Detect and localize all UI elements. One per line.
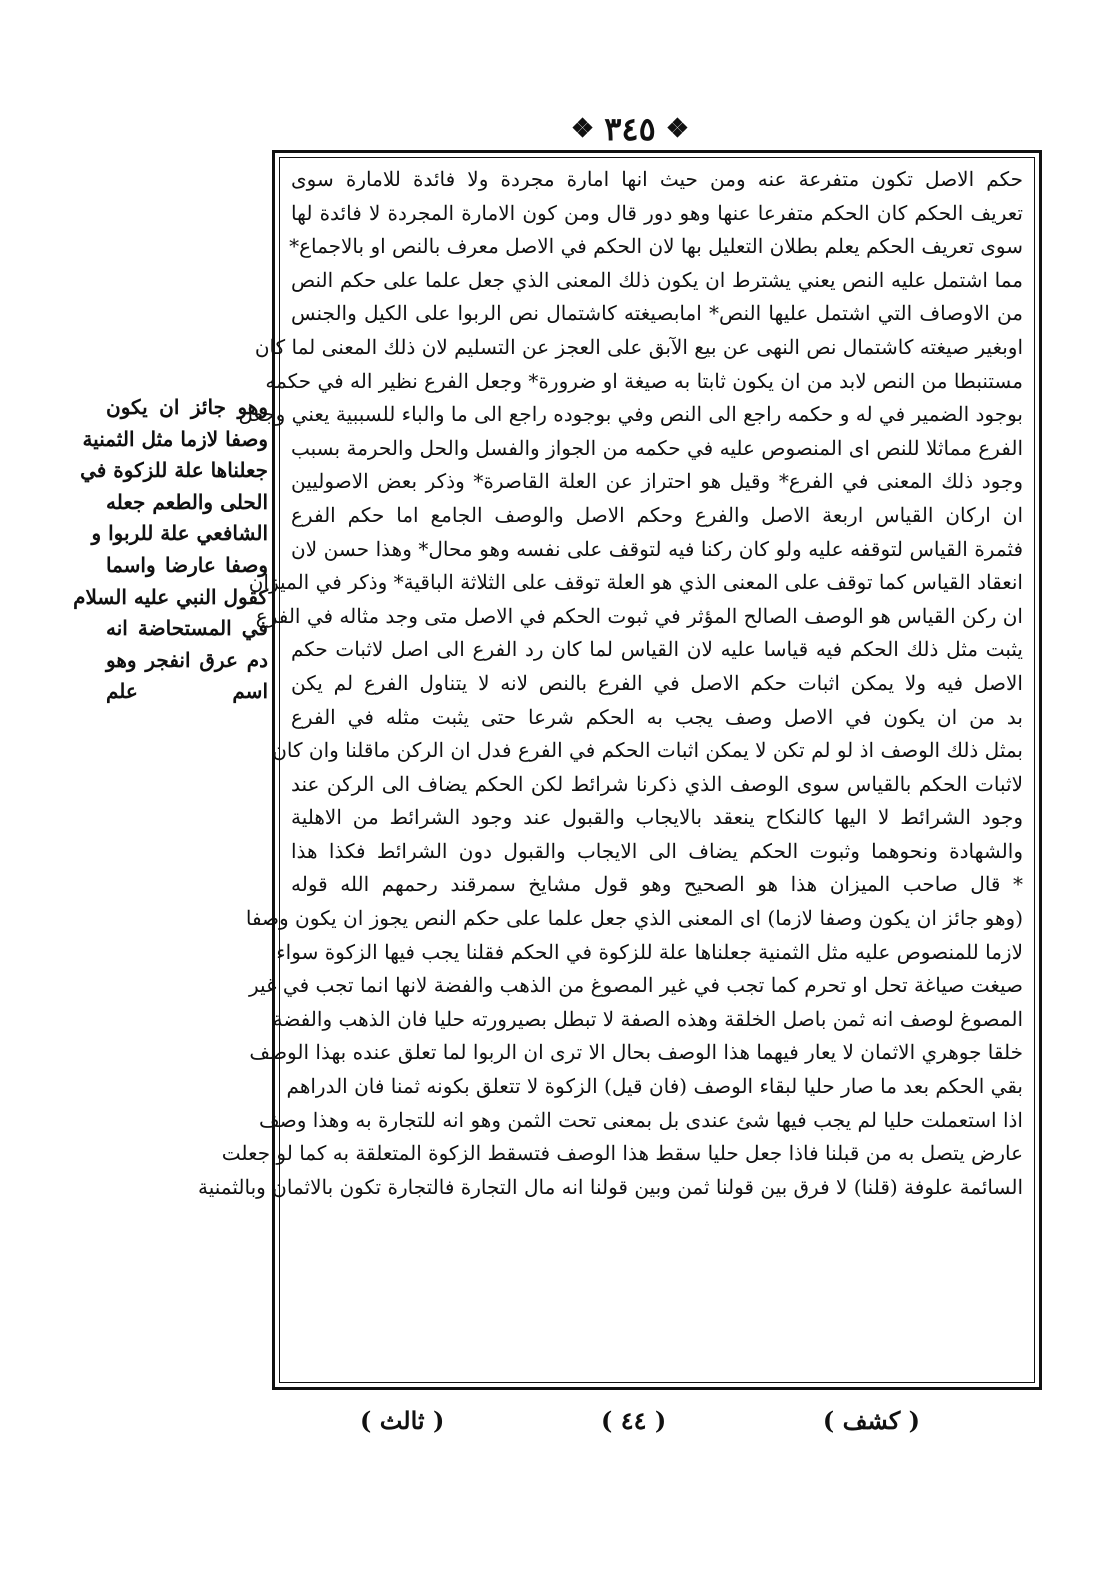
text-line: المصوغ لوصف انه ثمن باصل الخلقة وهذه الصفة لا تبطل بصيرورته حليا فان الذهب والفضة [272,1006,1023,1031]
margin-line: جعلناها علة للزكوة في [80,458,268,483]
page-header [560,104,700,154]
text-line: لاثبات الحكم بالقياس سوى الوصف الذي ذكرنا شرائط لكن الحكم يضاف الى الركن عند [291,771,1023,796]
margin-line: وصفا لازما مثل الثمنية [82,426,268,451]
text-line: سوى تعريف الحكم يعلم بطلان التعليل بها لان الحكم في الاصل معرف بالنص او بالاجماع* [289,234,1023,259]
footer-volume-label: ( ثالث ) [360,1405,445,1435]
margin-line: وصفا عارضا واسما [106,552,268,577]
text-line: والشهادة ونحوهما وثبوت الحكم يضاف الى الايجاب والقبول دون الشرائط فكذا هذا [291,838,1023,863]
ornament-icon: ❖ [665,114,690,144]
text-line: فثمرة القياس لتوقفه عليه ولو كان ركنا فيه لتوقف على نفسه وهو محال* وهذا حسن لان [291,536,1023,561]
margin-line: الحلى والطعم جعله [106,489,268,514]
margin-line: وهو جائز ان يكون [106,395,268,419]
text-line: الاصل فيه ولا يمكن اثبات حكم الاصل في الفرع بالنص لانه لا يتناول الفرع لم يكن [291,670,1023,695]
footer-book-label: ( كشف ) [822,1405,920,1435]
text-line: حكم الاصل تكون متفرعة عنه ومن حيث انها امارة مجردة ولا فائدة للامارة سوى [291,167,1023,191]
text-line: بمثل ذلك الوصف اذ لو لم تكن لا يمكن اثبات الحكم في الفرع فدل ان الركن ماقلنا وان كان [272,738,1023,763]
text-line: ان ركن القياس هو الوصف الصالح المؤثر في ثبوت الحكم في الاصل متى وجد مثاله في الفرع [255,603,1023,628]
text-line: اذا استعملت حليا لم يجب فيها شئ عندى بل بمعنى تحت الثمن وهو انه للتجارة به وهذا وصف [259,1107,1023,1132]
text-line: عارض يتصل به من قبلنا فاذا جعل حليا سقط هذا الوصف فتسقط الزكوة المتعلقة به كما لو جعلت [221,1141,1023,1166]
margin-line: الشافعي علة للربوا و [91,521,268,546]
margin-line: كقول النبي عليه السلام [73,584,268,609]
text-line: وجود الشرائط لا اليها كالنكاح ينعقد بالايجاب والقبول عند وجود الشرائط من الاهلية [291,805,1023,830]
text-line: (وهو جائز ان يكون وصفا لازما) اى المعنى الذي جعل علما على حكم النص يجوز ان يكون وصفا [245,906,1023,931]
margin-note [73,392,268,708]
text-line: ان اركان القياس اربعة الاصل والفرع وحكم الاصل والوصف الجامع اما حكم الفرع [291,502,1023,527]
text-line: بوجود الضمير في له و حكمه راجع الى النص وفي بوجوده راجع الى ما والباء للسببية يعني وجعل [238,402,1023,427]
text-line: السائمة علوفة (قلنا) لا فرق بين قولنا ثمن وبين قولنا انه مال التجارة فالتجارة تكون بالاثمان وبالثمنية [198,1174,1023,1199]
page-footer [360,1398,920,1442]
text-line: صيغت صياغة تحل او تحرم كما تجب في غير المصوغ من الذهب والفضة لانها انما تجب في غير [249,973,1023,998]
text-line: خلقا جوهري الاثمان لا يعار فيهما هذا الوصف بحال الا ترى ان الربوا لما تعلق عنده بهذا الوصف [249,1040,1023,1065]
text-frame [198,150,1042,1390]
text-line: بقي الحكم بعد ما صار حليا لبقاء الوصف (فان قيل) الزكوة لا تتعلق بكونه ثمنا فان الدراهم [286,1074,1023,1099]
text-line: من الاوصاف التي اشتمل عليها النص* امابصيغته كاشتمال نص الربوا على الكيل والجنس [291,301,1023,326]
margin-line: دم عرق انفجر وهو [106,647,268,672]
text-line: * قال صاحب الميزان هذا هو الصحيح وهو قول مشايخ سمرقند رحمهم الله قوله [291,872,1023,897]
page-number: ٣٤٥ [604,110,656,148]
text-line: انعقاد القياس كما توقف على المعنى الذي هو العلة توقف على الثلاثة الباقية* وذكر في الميزان [248,570,1023,595]
text-line: اوبغير صيغته كاشتمال نص النهى عن بيع الآبق على العجز عن التسليم لان ذلك المعنى لما كان [254,334,1023,359]
ornament-icon: ❖ [570,114,595,144]
main-text-block [198,163,1023,1377]
text-line: الفرع مماثلا للنص اى المنصوص عليه في حكمه من الجواز والفسل والحل والحرمة بسبب [291,435,1023,460]
footer-signature-number: ( ٤٤ ) [600,1405,667,1435]
margin-line: في المستحاضة انه [106,616,268,641]
text-line: مما اشتمل عليه النص يعني يشترط ان يكون ذلك المعنى الذي جعل علما على حكم النص [291,267,1023,292]
text-line: بد من ان يكون في الاصل وصف يجب به الحكم شرعا حتى يثبت مثله في الفرع [291,704,1023,729]
text-line: مستنبطا من النص لابد من ان يكون ثابتا به صيغة او ضرورة* وجعل الفرع نظير اله في حكمه [265,368,1023,393]
text-line: يثبت مثل ذلك الحكم فيه قياسا عليه لان القياس لما كان رد الفرع الى اصل لاثبات حكم [291,637,1023,662]
text-line: وجود ذلك المعنى في الفرع* وقيل هو احتراز عن العلة القاصرة* وذكر بعض الاصوليين [291,469,1023,494]
text-line: تعريف الحكم كان الحكم متفرعا عنها وهو دور قال ومن كون الامارة المجردة لا فائدة لها [291,200,1023,225]
text-line: لازما للمنصوص عليه مثل الثمنية جعلناها علة للزكوة في الحكم فقلنا يجب فيها الزكوة سواء [276,939,1023,964]
margin-line: اسم علم [106,679,268,704]
